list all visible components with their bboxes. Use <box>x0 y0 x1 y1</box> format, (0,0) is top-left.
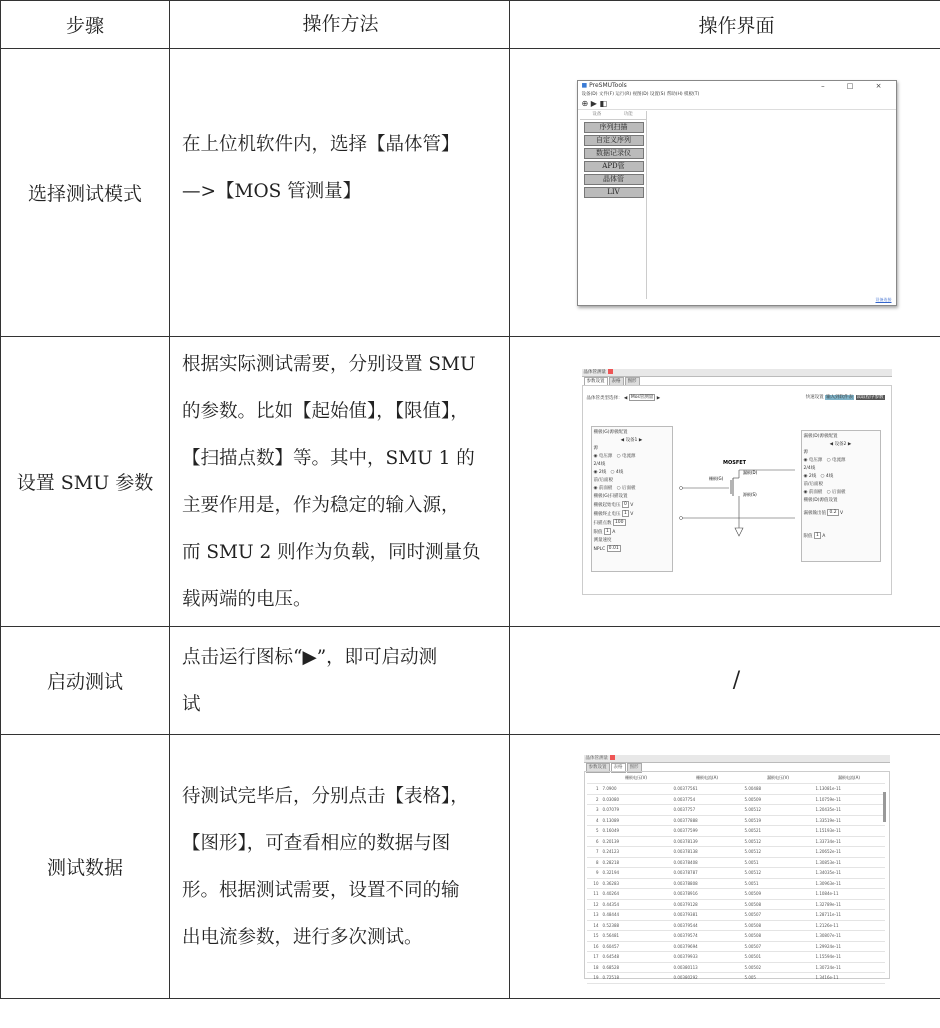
diagram-title: MOSFET <box>722 459 746 466</box>
panel-tabs <box>584 763 890 771</box>
run-icon: ▶ <box>302 646 317 668</box>
table-cell: 5.00519 <box>743 815 814 826</box>
table-cell: 5.00507 <box>743 941 814 952</box>
points-input[interactable]: 100 <box>614 519 624 525</box>
table-cell: 0.68528 <box>601 962 672 973</box>
method-line: 载两端的电压。 <box>182 588 312 610</box>
window-tab: 晶体管测量 <box>584 755 890 763</box>
header-screen: 操作界面 <box>510 1 940 49</box>
table-area <box>584 771 890 979</box>
table-cell: 0.28218 <box>601 857 672 868</box>
table-cell: 5.00501 <box>743 952 814 963</box>
row-index: 7 <box>587 847 601 858</box>
header-method: 操作方法 <box>170 1 510 49</box>
table-cell: 0.00379544 <box>672 920 743 931</box>
transistor-panel-screenshot <box>582 369 892 595</box>
table-cell: 0.03080 <box>601 794 672 805</box>
sidebar-tabs <box>580 111 646 120</box>
table-cell: 0.48444 <box>601 910 672 921</box>
table-row[interactable] <box>587 889 885 900</box>
row-index: 6 <box>587 836 601 847</box>
nplc-input[interactable]: 0.01 <box>608 545 619 551</box>
row-index: 19 <box>587 973 601 984</box>
row-index: 1 <box>587 784 601 795</box>
table-cell: 0.32194 <box>601 868 672 879</box>
app-window-screenshot <box>577 80 897 306</box>
table-cell: 1.32789e-11 <box>814 899 885 910</box>
table-cell: 1.2126e-11 <box>814 920 885 931</box>
table-cell: 0.60457 <box>601 941 672 952</box>
app-icon: ■ <box>581 81 588 89</box>
row-index: 8 <box>587 857 601 868</box>
table-cell: 1.30724e-11 <box>814 962 885 973</box>
screen-cell <box>510 49 940 337</box>
row-index: 5 <box>587 826 601 837</box>
window-tab: 晶体管测量 <box>582 369 892 377</box>
table-cell: 1.20652e-11 <box>814 847 885 858</box>
table-row[interactable] <box>587 899 885 910</box>
table-cell: 5.0051 <box>743 878 814 889</box>
drain-label: 漏极(D) <box>742 469 757 475</box>
function-button[interactable]: LIV <box>584 187 644 198</box>
table-cell: 0.24123 <box>601 847 672 858</box>
quick-row: 快速设置 输入到软件表 读取程序参数 <box>805 394 884 400</box>
method-cell <box>170 337 510 627</box>
table-cell: 0.44354 <box>601 899 672 910</box>
table-row[interactable] <box>587 920 885 931</box>
drain-limit-input[interactable]: 1 <box>815 532 819 538</box>
header-row <box>1 1 940 49</box>
row-index: 14 <box>587 920 601 931</box>
table-row[interactable] <box>587 836 885 847</box>
table-cell: 0.52388 <box>601 920 672 931</box>
table-row[interactable] <box>587 952 885 963</box>
function-button-transistor[interactable]: 晶体管 <box>584 174 644 185</box>
row-index: 11 <box>587 889 601 900</box>
method-cell <box>170 735 510 999</box>
step-cell: 选择测试模式 <box>1 49 170 337</box>
method-line: 在上位机软件内，选择【晶体管】 <box>182 134 460 155</box>
table-cell: 5.00488 <box>743 784 814 795</box>
window-title: PreSMUTools <box>589 81 627 89</box>
menu-bar[interactable]: 设备(D) 文件(F) 运行(R) 视图(D) 设置(S) 帮助(H) 模板(T) <box>581 91 700 97</box>
function-button[interactable]: APD管 <box>584 161 644 172</box>
sidebar <box>580 111 647 299</box>
table-row[interactable] <box>587 784 885 795</box>
col-header[interactable]: 漏极电压(V) <box>743 774 814 784</box>
row-index: 13 <box>587 910 601 921</box>
table-cell: 5.00512 <box>743 805 814 816</box>
results-table <box>587 774 885 984</box>
table-row[interactable] <box>587 794 885 805</box>
close-icon[interactable] <box>610 755 615 760</box>
table-cell: 0.00379128 <box>672 899 743 910</box>
col-header[interactable]: 漏极电流(A) <box>814 774 885 784</box>
tab-params[interactable]: 参数设置 <box>586 763 610 773</box>
table-cell: 5.00512 <box>743 868 814 879</box>
type-row: 晶体管类型选择： ◀ Mos管测量 ▶ <box>586 394 661 401</box>
method-line: 根据实际测试需要，分别设置 SMU <box>182 353 476 375</box>
window-titlebar <box>578 81 896 91</box>
table-cell: 0.64548 <box>601 952 672 963</box>
table-row[interactable] <box>587 878 885 889</box>
table-cell: 0.00377561 <box>672 784 743 795</box>
table-row[interactable] <box>587 847 885 858</box>
row-index: 16 <box>587 941 601 952</box>
table-cell: 5.0051 <box>743 857 814 868</box>
quick-btn-1[interactable]: 输入到软件表 <box>826 394 854 400</box>
table-cell: 1.15594e-11 <box>814 952 885 963</box>
quick-btn-2[interactable]: 读取程序参数 <box>856 394 884 400</box>
table-cell: 1.15193e-11 <box>814 826 885 837</box>
table-scrollbar[interactable] <box>883 792 886 822</box>
table-cell: 0.00378808 <box>672 878 743 889</box>
table-cell: 5.00512 <box>743 836 814 847</box>
panel-body <box>582 385 892 595</box>
table-row[interactable] <box>587 826 885 837</box>
table-row[interactable] <box>587 962 885 973</box>
table-cell: 1.28711e-11 <box>814 910 885 921</box>
panel-tabs <box>582 377 892 385</box>
table-row[interactable] <box>587 910 885 921</box>
method-line: 的参数。比如【起始值】，【限值】， <box>182 400 469 422</box>
table-cell: 0.40264 <box>601 889 672 900</box>
table-cell: 0.00378139 <box>672 836 743 847</box>
row-set-smu <box>1 337 940 627</box>
drain-output-input[interactable]: 0.2 <box>829 509 837 515</box>
data-table-screenshot <box>584 755 890 979</box>
table-cell: 1.30807e-11 <box>814 931 885 942</box>
table-cell: 0.00380292 <box>672 973 743 984</box>
tab-chart[interactable]: 图形 <box>627 763 642 773</box>
header-step: 步骤 <box>1 1 170 49</box>
row-select-mode <box>1 49 940 337</box>
type-select[interactable]: Mos管测量 <box>630 394 654 400</box>
gate-config: 栅极(G)源极配置 ◀ 设备1 ▶ 源 ◉ 电压源 ○ 电流源 2/4线 ◉ 2线 ○ 4线 前/后面板 ◉ 前面板 ○ 后面板 栅极(G)扫描设置 栅极起始电压 0 V 栅极终止电压 1 V 扫描点数 100 限值 1 A 测量速度 NPLC 0.01 <box>591 426 673 572</box>
corner-link[interactable]: 设备连接 <box>875 296 892 302</box>
table-cell: 1.20435e-11 <box>814 805 885 816</box>
step-cell: 设置 SMU 参数 <box>1 337 170 627</box>
table-cell: 0.13089 <box>601 815 672 826</box>
step-cell: 测试数据 <box>1 735 170 999</box>
screen-cell <box>510 735 940 999</box>
tab-function[interactable]: 功能 <box>623 111 633 117</box>
table-cell: 0.00379933 <box>672 952 743 963</box>
table-cell: 0.72518 <box>601 973 672 984</box>
close-icon[interactable] <box>608 369 613 374</box>
function-button[interactable]: 数据记录仪 <box>584 148 644 159</box>
screen-cell: / <box>510 627 940 735</box>
table-row[interactable] <box>587 931 885 942</box>
gate-label: 栅极(G) <box>708 475 723 481</box>
table-cell: 5.00508 <box>743 920 814 931</box>
drain-config: 漏极(D)源极配置 ◀ 设备2 ▶ 源 ◉ 电压源 ○ 电流源 2/4线 ◉ 2线 ○ 4线 前/后面板 ◉ 前面板 ○ 后面板 栅极(D)源值设置 漏极输出值 0.2 V 限值 1 A <box>801 430 881 562</box>
table-cell: 0.00379694 <box>672 941 743 952</box>
table-cell: 5.00508 <box>743 899 814 910</box>
mosfet-diagram <box>675 456 801 556</box>
method-line: 待测试完毕后，分别点击【表格】， <box>182 785 469 807</box>
limit-input[interactable]: 1 <box>605 528 609 534</box>
table-cell: 5.00512 <box>743 847 814 858</box>
table-cell: 0.00379574 <box>672 931 743 942</box>
table-row[interactable] <box>587 868 885 879</box>
row-index: 18 <box>587 962 601 973</box>
row-test-data <box>1 735 940 999</box>
method-line: 试 <box>182 693 201 715</box>
table-cell: 1.33519e-11 <box>814 815 885 826</box>
method-line: 出电流参数，进行多次测试。 <box>182 926 423 948</box>
row-index: 15 <box>587 931 601 942</box>
table-cell: 1.29924e-11 <box>814 941 885 952</box>
table-cell: 5.00521 <box>743 826 814 837</box>
table-cell: 5.00507 <box>743 910 814 921</box>
table-cell: 0.20139 <box>601 836 672 847</box>
row-index: 4 <box>587 815 601 826</box>
tab-table[interactable]: 表格 <box>611 763 626 773</box>
method-line: —>【MOS 管测量】 <box>182 181 362 202</box>
table-cell: 0.00378916 <box>672 889 743 900</box>
method-line: 【扫描点数】等。其中，SMU 1 的 <box>182 447 475 469</box>
table-cell: 0.00377599 <box>672 826 743 837</box>
row-index: 3 <box>587 805 601 816</box>
table-row[interactable] <box>587 815 885 826</box>
table-cell: 7.0900 <box>601 784 672 795</box>
table-row[interactable] <box>587 857 885 868</box>
row-start-test <box>1 627 940 735</box>
screen-cell <box>510 337 940 627</box>
table-cell: 0.16049 <box>601 826 672 837</box>
start-input[interactable]: 0 <box>623 501 627 507</box>
table-cell: 1.34035e-11 <box>814 868 885 879</box>
table-cell: 0.0037754 <box>672 794 743 805</box>
method-line: 【图形】，可查看相应的数据与图 <box>182 832 451 854</box>
method-line: 主要作用是，作为稳定的输入源， <box>182 494 460 516</box>
table-cell: 0.00377888 <box>672 815 743 826</box>
stop-input[interactable]: 1 <box>623 510 627 516</box>
table-cell: 0.00378787 <box>672 868 743 879</box>
table-cell: 5.00508 <box>743 931 814 942</box>
table-cell: 0.00378408 <box>672 857 743 868</box>
table-row[interactable] <box>587 941 885 952</box>
table-cell: 5.00509 <box>743 889 814 900</box>
row-index: 2 <box>587 794 601 805</box>
table-cell: 1.3416e-11 <box>814 973 885 984</box>
table-cell: 5.00509 <box>743 794 814 805</box>
table-cell: 0.36283 <box>601 878 672 889</box>
table-cell: 1.30963e-11 <box>814 878 885 889</box>
row-index: 12 <box>587 899 601 910</box>
table-cell: 0.00378138 <box>672 847 743 858</box>
table-cell: 5.00502 <box>743 962 814 973</box>
table-cell: 0.07079 <box>601 805 672 816</box>
table-cell: 0.00379381 <box>672 910 743 921</box>
tab-chart[interactable]: 图形 <box>625 377 640 387</box>
row-index: 9 <box>587 868 601 879</box>
function-button[interactable]: 序列扫描 <box>584 122 644 133</box>
tab-params[interactable]: 参数设置 <box>584 377 608 387</box>
col-header[interactable]: 栅极电流(A) <box>672 774 743 784</box>
table-cell: 5.005 <box>743 973 814 984</box>
tab-device[interactable]: 设备 <box>592 111 602 117</box>
table-cell: 1.13081e-11 <box>814 784 885 795</box>
toolbar[interactable]: ⊕ ▶ ◧ <box>578 99 896 110</box>
source-label: 源极(S) <box>742 491 757 497</box>
table-header-row <box>587 774 885 784</box>
table-cell: 1.30853e-11 <box>814 857 885 868</box>
table-row[interactable] <box>587 973 885 984</box>
row-index: 10 <box>587 878 601 889</box>
step-cell: 启动测试 <box>1 627 170 735</box>
method-cell: 点击运行图标“▶”，即可启动测 试 <box>170 627 510 735</box>
table-row[interactable] <box>587 805 885 816</box>
row-index: 17 <box>587 952 601 963</box>
tab-table[interactable]: 表格 <box>609 377 624 387</box>
window-controls[interactable]: – □ × <box>821 81 892 90</box>
method-line: 而 SMU 2 则作为负载，同时测量负 <box>182 541 481 563</box>
table-cell: 0.56481 <box>601 931 672 942</box>
table-cell: 1.1084e-11 <box>814 889 885 900</box>
table-cell: 1.33734e-11 <box>814 836 885 847</box>
table-cell: 0.0037757 <box>672 805 743 816</box>
col-header[interactable]: 栅极电压(V) <box>601 774 672 784</box>
method-cell <box>170 49 510 337</box>
method-line: 形。根据测试需要，设置不同的输 <box>182 879 460 901</box>
table-cell: 1.10759e-11 <box>814 794 885 805</box>
table-cell: 0.00380113 <box>672 962 743 973</box>
function-button[interactable]: 自定义序列 <box>584 135 644 146</box>
